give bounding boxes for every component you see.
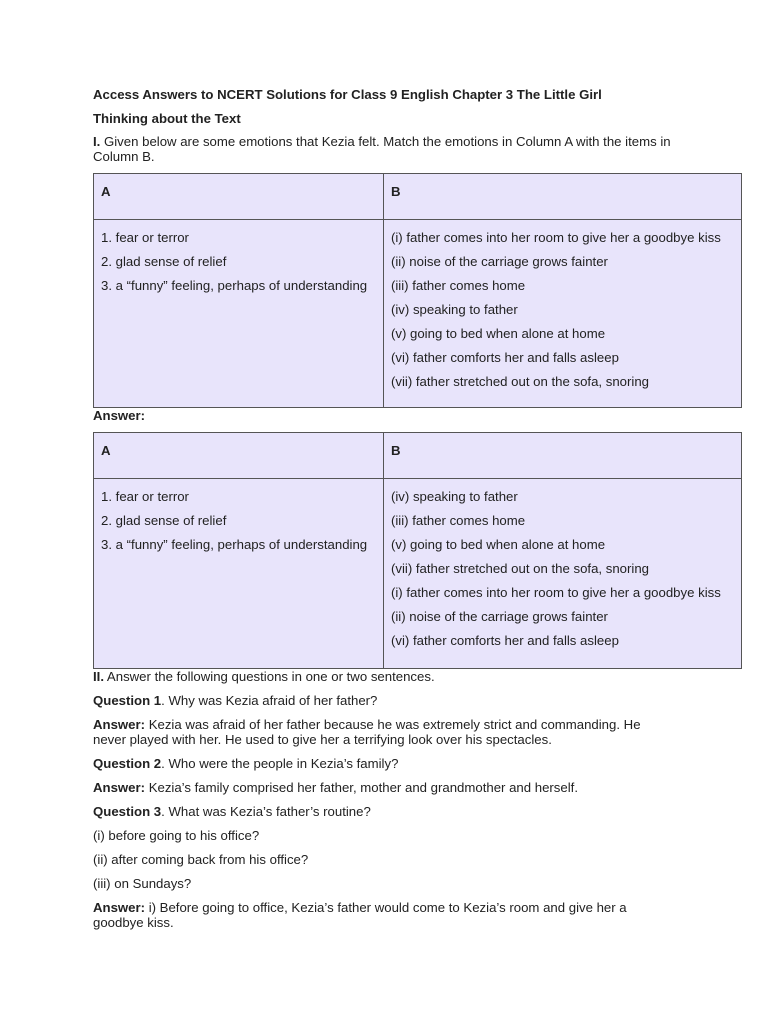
- document-title: Access Answers to NCERT Solutions for Class 9 English Chapter 3 The Little Girl: [93, 87, 602, 102]
- question-table: [93, 173, 742, 408]
- question-2-label: Question 2: [93, 756, 162, 771]
- list-item: (iii) father comes home: [390, 278, 526, 293]
- list-item: (iv) speaking to father: [390, 302, 518, 317]
- list-item: 2. glad sense of relief: [101, 513, 227, 528]
- question-3-sub-3: (iii) on Sundays?: [93, 876, 192, 891]
- answer-table: [93, 432, 742, 669]
- list-item: (vi) father comforts her and falls asleep: [390, 633, 619, 648]
- list-item: (vii) father stretched out on the sofa, snoring: [390, 374, 649, 389]
- question-3: [93, 804, 743, 819]
- question-3-sub-1: (i) before going to his office?: [93, 828, 260, 843]
- answer-1-text: Kezia was afraid of her father because he was extremely strict and commanding. He never played with her. He used to give her a terrifying look over his spectacles.: [93, 717, 641, 747]
- column-a-cell: [94, 220, 384, 408]
- question-3-text: . What was Kezia’s father’s routine?: [161, 804, 371, 819]
- answer-label: Answer:: [93, 408, 146, 423]
- document-page: [93, 86, 743, 930]
- list-item: (vii) father stretched out on the sofa, snoring: [390, 561, 649, 576]
- answer-2-text: Kezia’s family comprised her father, mother and grandmother and herself.: [145, 780, 578, 795]
- column-b-header: B: [383, 174, 741, 220]
- column-a-header: A: [94, 433, 384, 479]
- column-b-header: B: [383, 433, 741, 479]
- list-item: (v) going to bed when alone at home: [390, 537, 606, 552]
- list-item: (v) going to bed when alone at home: [390, 326, 606, 341]
- question-1: [93, 693, 743, 708]
- section-1-instruction: [93, 134, 683, 164]
- question-3-sub-2: (ii) after coming back from his office?: [93, 852, 309, 867]
- table-row: [94, 479, 742, 669]
- question-1-label: Question 1: [93, 693, 162, 708]
- table-header-row: [94, 433, 742, 479]
- column-b-cell: [383, 220, 741, 408]
- list-item: (i) father comes into her room to give her a goodbye kiss: [390, 585, 721, 600]
- table-header-row: [94, 174, 742, 220]
- column-a-cell: [94, 479, 384, 669]
- list-item: 2. glad sense of relief: [101, 254, 227, 269]
- list-item: (ii) noise of the carriage grows fainter: [390, 254, 608, 269]
- list-item: (i) father comes into her room to give her a goodbye kiss: [390, 230, 721, 245]
- question-2: [93, 756, 743, 771]
- question-2-text: . Who were the people in Kezia’s family?: [161, 756, 399, 771]
- answer-1: [93, 717, 668, 747]
- section-2-instruction: [93, 669, 743, 684]
- question-3-label: Question 3: [93, 804, 162, 819]
- answer-3-text: i) Before going to office, Kezia’s father would come to Kezia’s room and give her a goodbye kiss.: [93, 900, 627, 930]
- column-b-cell: [383, 479, 741, 669]
- list-item: 1. fear or terror: [101, 230, 189, 245]
- table-row: [94, 220, 742, 408]
- column-a-header: A: [94, 174, 384, 220]
- question-1-text: . Why was Kezia afraid of her father?: [161, 693, 378, 708]
- section-2-text: Answer the following questions in one or two sentences.: [104, 669, 435, 684]
- list-item: 1. fear or terror: [101, 489, 189, 504]
- section-1-text: Given below are some emotions that Kezia felt. Match the emotions in Column A with the items in Column B.: [93, 134, 671, 164]
- answer-2: [93, 780, 743, 795]
- answer-1-label: Answer:: [93, 717, 146, 732]
- list-item: (iv) speaking to father: [390, 489, 518, 504]
- section-2-number: II.: [93, 669, 104, 684]
- list-item: 3. a “funny” feeling, perhaps of understanding: [101, 537, 368, 552]
- list-item: (ii) noise of the carriage grows fainter: [390, 609, 608, 624]
- section-1-number: I.: [93, 134, 101, 149]
- answer-3: [93, 900, 653, 930]
- list-item: (vi) father comforts her and falls asleep: [390, 350, 619, 365]
- section-subtitle: Thinking about the Text: [93, 111, 241, 126]
- list-item: 3. a “funny” feeling, perhaps of understanding: [101, 278, 368, 293]
- answer-2-label: Answer:: [93, 780, 146, 795]
- list-item: (iii) father comes home: [390, 513, 526, 528]
- answer-3-label: Answer:: [93, 900, 146, 915]
